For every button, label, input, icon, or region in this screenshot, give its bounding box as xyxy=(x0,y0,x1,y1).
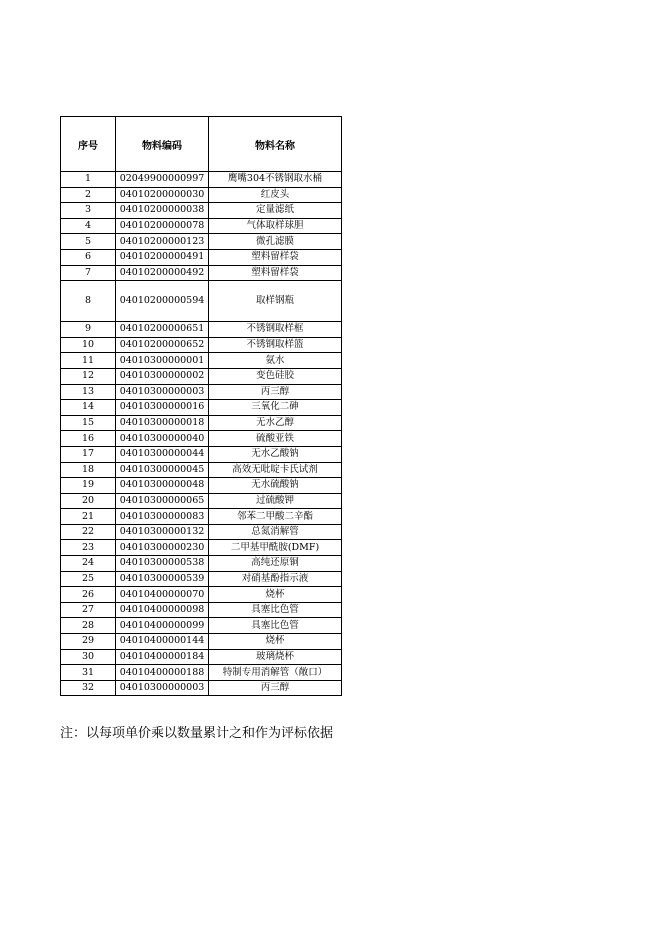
cell-seq: 8 xyxy=(61,281,116,322)
header-row xyxy=(61,117,342,172)
cell-code: 04010200000492 xyxy=(116,265,209,281)
cell-seq: 26 xyxy=(61,587,116,603)
cell-seq: 13 xyxy=(61,384,116,400)
cell-code: 04010300000065 xyxy=(116,493,209,509)
cell-name: 具塞比色管 xyxy=(209,618,342,634)
cell-code: 04010300000132 xyxy=(116,524,209,540)
table-row xyxy=(61,665,342,681)
table-row xyxy=(61,571,342,587)
cell-name: 具塞比色管 xyxy=(209,602,342,618)
cell-name: 对硝基酚指示液 xyxy=(209,571,342,587)
cell-name: 无水硫酸钠 xyxy=(209,478,342,494)
cell-name: 取样钢瓶 xyxy=(209,281,342,322)
table-row xyxy=(61,368,342,384)
table-row xyxy=(61,634,342,650)
cell-name: 邻苯二甲酸二辛酯 xyxy=(209,509,342,525)
cell-code: 04010400000188 xyxy=(116,665,209,681)
cell-code: 04010400000098 xyxy=(116,602,209,618)
cell-seq: 3 xyxy=(61,203,116,219)
table-row xyxy=(61,493,342,509)
cell-name: 不锈钢取样框 xyxy=(209,322,342,338)
cell-code: 04010200000652 xyxy=(116,337,209,353)
cell-code: 04010300000538 xyxy=(116,556,209,572)
cell-name: 定量滤纸 xyxy=(209,203,342,219)
table-row xyxy=(61,431,342,447)
cell-seq: 31 xyxy=(61,665,116,681)
cell-code: 04010300000003 xyxy=(116,384,209,400)
cell-seq: 19 xyxy=(61,478,116,494)
table-row xyxy=(61,649,342,665)
cell-code: 04010200000123 xyxy=(116,234,209,250)
cell-code: 04010300000048 xyxy=(116,478,209,494)
cell-code: 04010300000001 xyxy=(116,353,209,369)
table-row xyxy=(61,540,342,556)
table-row xyxy=(61,509,342,525)
cell-name: 无水乙酸钠 xyxy=(209,446,342,462)
cell-seq: 30 xyxy=(61,649,116,665)
cell-code: 04010400000144 xyxy=(116,634,209,650)
footnote: 注：以每项单价乘以数量累计之和作为评标依据 xyxy=(60,726,334,741)
table-row xyxy=(61,618,342,634)
cell-name: 不锈钢取样篮 xyxy=(209,337,342,353)
cell-seq: 2 xyxy=(61,187,116,203)
cell-seq: 18 xyxy=(61,462,116,478)
cell-seq: 10 xyxy=(61,337,116,353)
cell-seq: 29 xyxy=(61,634,116,650)
header-code: 物料编码 xyxy=(116,117,209,172)
cell-code: 04010200000491 xyxy=(116,249,209,265)
cell-name: 气体取样球胆 xyxy=(209,218,342,234)
cell-code: 04010200000594 xyxy=(116,281,209,322)
cell-code: 04010300000018 xyxy=(116,415,209,431)
cell-name: 丙三醇 xyxy=(209,680,342,696)
header-seq: 序号 xyxy=(61,117,116,172)
cell-seq: 1 xyxy=(61,172,116,188)
table-row xyxy=(61,602,342,618)
cell-seq: 22 xyxy=(61,524,116,540)
cell-seq: 32 xyxy=(61,680,116,696)
cell-code: 04010300000040 xyxy=(116,431,209,447)
table-row xyxy=(61,524,342,540)
cell-seq: 4 xyxy=(61,218,116,234)
cell-seq: 28 xyxy=(61,618,116,634)
cell-code: 04010200000078 xyxy=(116,218,209,234)
table-row xyxy=(61,218,342,234)
cell-name: 高效无吡啶卡氏试剂 xyxy=(209,462,342,478)
table-row xyxy=(61,400,342,416)
table-row xyxy=(61,322,342,338)
cell-name: 微孔滤膜 xyxy=(209,234,342,250)
cell-code: 04010200000651 xyxy=(116,322,209,338)
table-row xyxy=(61,446,342,462)
table-row xyxy=(61,337,342,353)
cell-seq: 21 xyxy=(61,509,116,525)
table-row xyxy=(61,384,342,400)
cell-code: 04010400000184 xyxy=(116,649,209,665)
table-header xyxy=(61,117,342,172)
table-row xyxy=(61,187,342,203)
table-row xyxy=(61,415,342,431)
cell-seq: 16 xyxy=(61,431,116,447)
cell-name: 过硫酸钾 xyxy=(209,493,342,509)
cell-code: 04010300000230 xyxy=(116,540,209,556)
cell-name: 二甲基甲酰胺(DMF) xyxy=(209,540,342,556)
cell-name: 红皮头 xyxy=(209,187,342,203)
cell-name: 三氧化二砷 xyxy=(209,400,342,416)
cell-name: 玻璃烧杯 xyxy=(209,649,342,665)
cell-seq: 24 xyxy=(61,556,116,572)
cell-code: 04010300000002 xyxy=(116,368,209,384)
cell-name: 鹰嘴304不锈钢取水桶 xyxy=(209,172,342,188)
header-name: 物料名称 xyxy=(209,117,342,172)
cell-code: 04010300000003 xyxy=(116,680,209,696)
cell-seq: 14 xyxy=(61,400,116,416)
cell-seq: 6 xyxy=(61,249,116,265)
table-row xyxy=(61,265,342,281)
table-row xyxy=(61,172,342,188)
cell-name: 高纯还原铜 xyxy=(209,556,342,572)
table-row xyxy=(61,234,342,250)
cell-code: 04010200000038 xyxy=(116,203,209,219)
table-row xyxy=(61,587,342,603)
cell-name: 无水乙醇 xyxy=(209,415,342,431)
table-row xyxy=(61,478,342,494)
cell-code: 04010400000070 xyxy=(116,587,209,603)
table-row xyxy=(61,281,342,322)
cell-name: 总氮消解管 xyxy=(209,524,342,540)
cell-seq: 27 xyxy=(61,602,116,618)
table-row xyxy=(61,249,342,265)
cell-code: 04010300000044 xyxy=(116,446,209,462)
cell-code: 04010300000045 xyxy=(116,462,209,478)
cell-code: 04010200000030 xyxy=(116,187,209,203)
cell-seq: 25 xyxy=(61,571,116,587)
cell-seq: 23 xyxy=(61,540,116,556)
cell-seq: 5 xyxy=(61,234,116,250)
cell-seq: 9 xyxy=(61,322,116,338)
table-row xyxy=(61,462,342,478)
cell-seq: 12 xyxy=(61,368,116,384)
cell-code: 04010400000099 xyxy=(116,618,209,634)
table-row xyxy=(61,353,342,369)
table-row xyxy=(61,203,342,219)
cell-seq: 17 xyxy=(61,446,116,462)
cell-seq: 7 xyxy=(61,265,116,281)
cell-name: 烧杯 xyxy=(209,634,342,650)
cell-name: 氨水 xyxy=(209,353,342,369)
cell-name: 烧杯 xyxy=(209,587,342,603)
cell-name: 塑料留样袋 xyxy=(209,265,342,281)
table-row xyxy=(61,556,342,572)
cell-code: 04010300000016 xyxy=(116,400,209,416)
cell-seq: 15 xyxy=(61,415,116,431)
cell-name: 特制专用消解管（敞口） xyxy=(209,665,342,681)
cell-seq: 20 xyxy=(61,493,116,509)
cell-name: 丙三醇 xyxy=(209,384,342,400)
cell-code: 04010300000083 xyxy=(116,509,209,525)
cell-seq: 11 xyxy=(61,353,116,369)
cell-name: 塑料留样袋 xyxy=(209,249,342,265)
materials-table xyxy=(60,116,342,696)
table-row xyxy=(61,680,342,696)
cell-name: 变色硅胶 xyxy=(209,368,342,384)
table-body xyxy=(61,172,342,696)
cell-code: 04010300000539 xyxy=(116,571,209,587)
cell-code: 02049900000997 xyxy=(116,172,209,188)
cell-name: 硫酸亚铁 xyxy=(209,431,342,447)
